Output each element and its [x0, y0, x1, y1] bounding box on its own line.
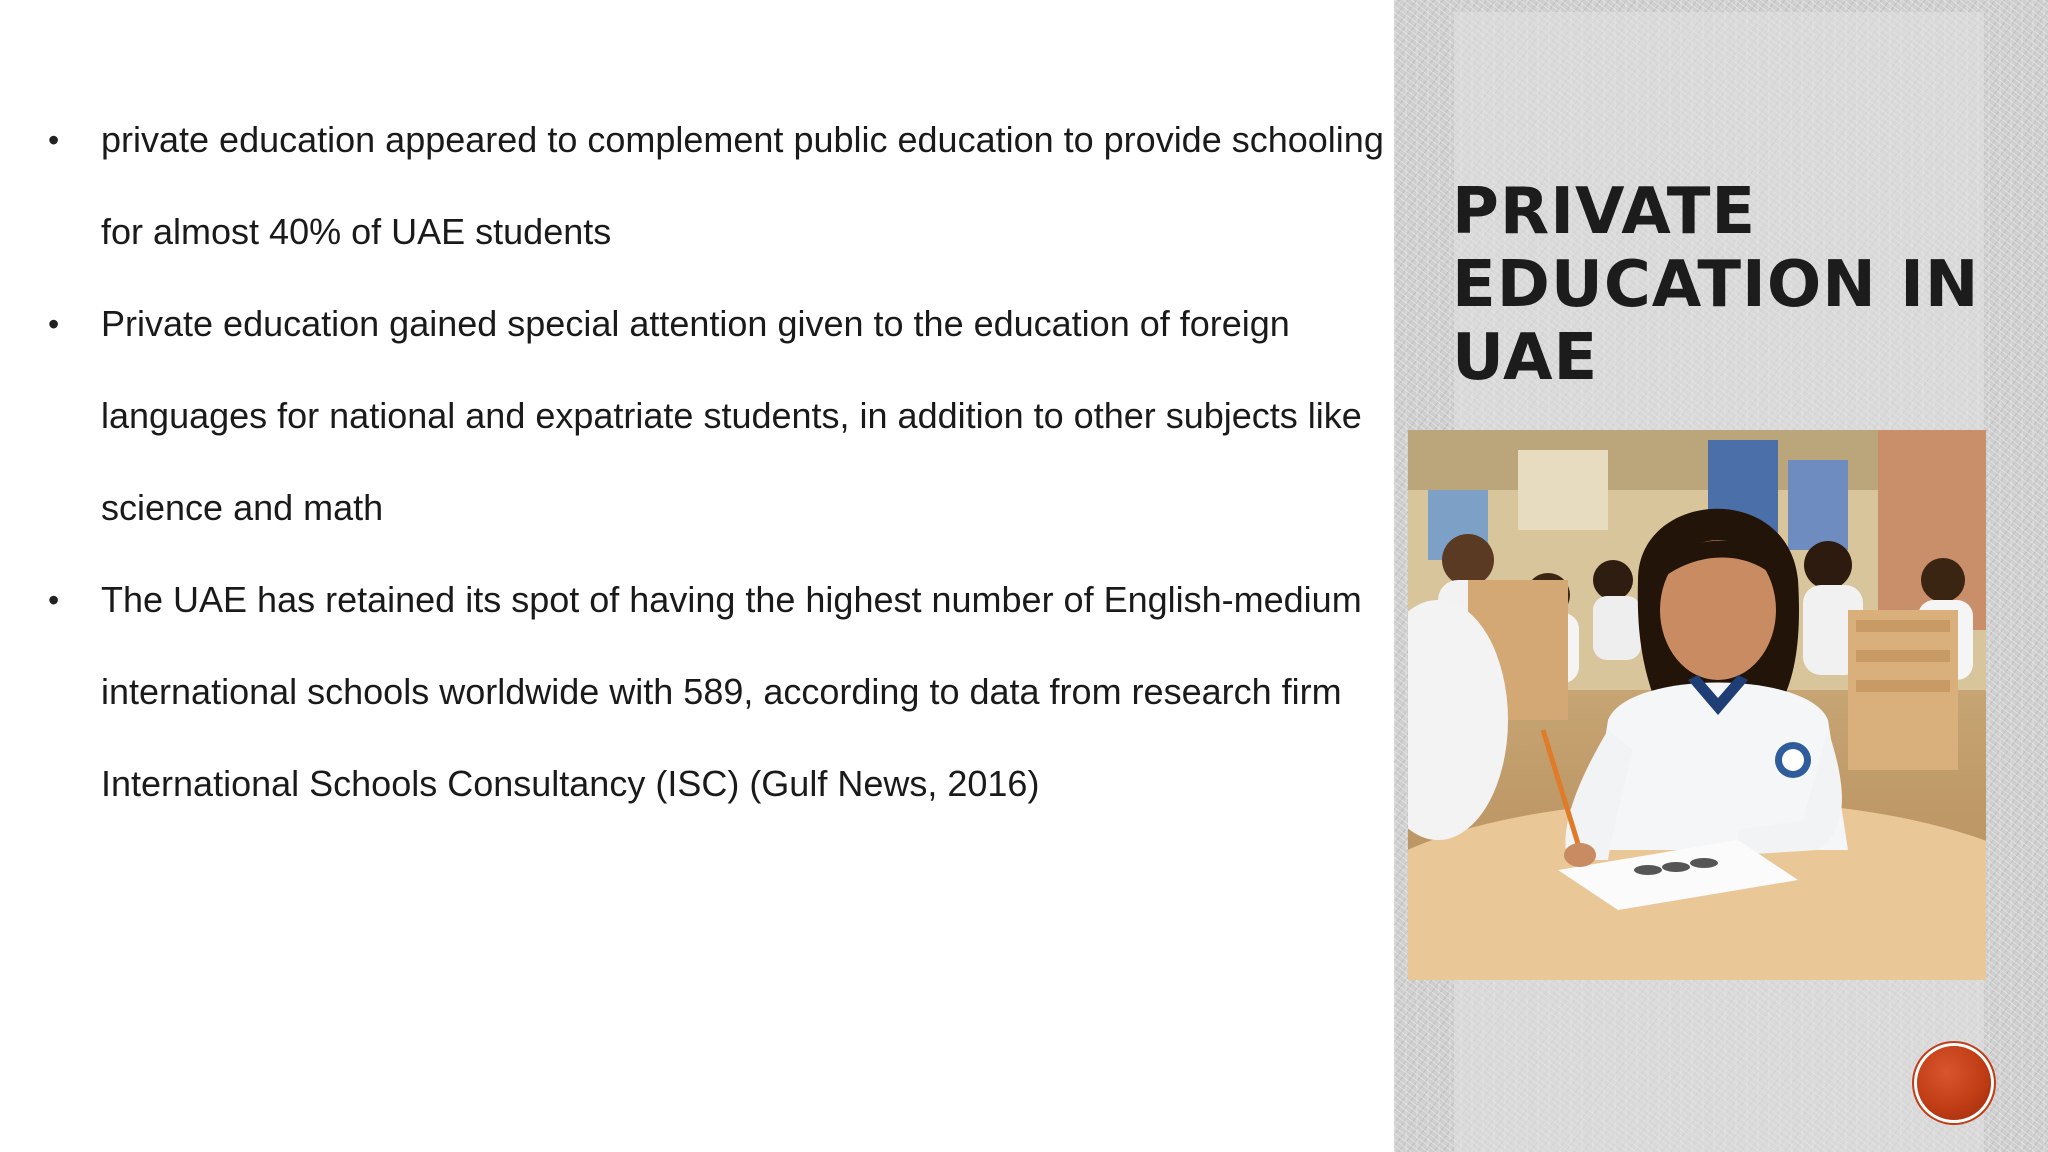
slide-title: PRIVATE EDUCATION IN UAE	[1452, 175, 1980, 395]
bullet-marker: •	[48, 582, 60, 618]
bullet-text: Private education gained special attention given to the education of foreign languages for national and expatriate students, in addition to other subjects like science and math	[101, 303, 1362, 528]
bullet-text: The UAE has retained its spot of having the highest number of English-medium international schools worldwide with 589, according to data from research firm International Schools Consultancy (ISC) (Gulf News, 2016)	[101, 579, 1362, 804]
bullet-item-3	[48, 554, 1388, 830]
bullet-marker: •	[48, 306, 60, 342]
classroom-illustration	[1408, 430, 1986, 980]
bullet-item-2	[48, 278, 1388, 554]
slide-nav-button[interactable]	[1917, 1046, 1991, 1120]
classroom-photo	[1408, 430, 1986, 980]
bullet-text: private education appeared to complement public education to provide schooling for almost 40% of UAE students	[101, 119, 1384, 252]
bullet-list	[48, 94, 1388, 830]
bullet-marker: •	[48, 122, 60, 158]
bullet-item-1	[48, 94, 1388, 278]
